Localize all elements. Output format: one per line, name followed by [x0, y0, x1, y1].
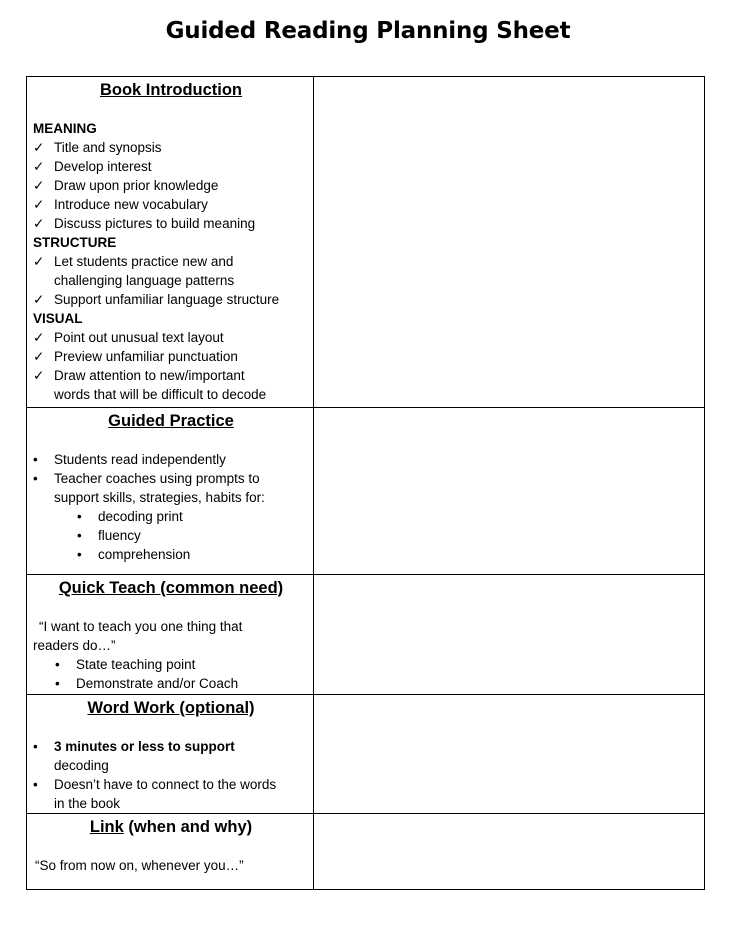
check-icon: ✓: [33, 159, 45, 174]
check-icon: ✓: [33, 368, 45, 383]
notes-cell-quick-teach[interactable]: [314, 575, 705, 695]
list-item: ✓ Point out unusual text layout: [33, 330, 224, 345]
list-item-continuation: in the book: [54, 796, 121, 811]
planning-table: [26, 76, 705, 890]
list-item: • State teaching point: [55, 657, 196, 672]
section-heading-word-work: Word Work (optional): [87, 699, 255, 717]
check-icon: ✓: [33, 197, 45, 212]
section-heading-book-introduction: Book Introduction: [99, 81, 243, 99]
bullet-icon: •: [55, 676, 60, 691]
link-cell: [27, 814, 314, 890]
list-item: ✓ Draw upon prior knowledge: [33, 178, 219, 193]
list-item: • Doesn’t have to connect to the words: [33, 777, 277, 792]
notes-cell-guided-practice[interactable]: [314, 408, 705, 575]
row-book-introduction: [27, 77, 705, 408]
list-item: ✓ Introduce new vocabulary: [33, 197, 208, 212]
list-item: ✓ Title and synopsis: [33, 140, 162, 155]
bullet-icon: •: [33, 452, 38, 467]
row-link: [27, 814, 705, 890]
section-heading-link: Link (when and why): [89, 818, 253, 836]
list-item: • 3 minutes or less to support: [33, 739, 235, 754]
list-item: ✓ Let students practice new and: [33, 254, 234, 269]
list-item: ✓ Develop interest: [33, 159, 152, 174]
bullet-icon: •: [77, 547, 82, 562]
category-visual: VISUAL: [33, 311, 83, 326]
sub-list-item: • decoding print: [77, 509, 183, 524]
book-introduction-cell: [27, 77, 314, 408]
list-item-continuation: decoding: [54, 758, 109, 773]
category-meaning: MEANING: [33, 121, 97, 136]
list-item-continuation: support skills, strategies, habits for:: [54, 490, 265, 505]
notes-cell-word-work[interactable]: [314, 695, 705, 814]
list-item: ✓ Support unfamiliar language structure: [33, 292, 280, 307]
bullet-icon: •: [33, 739, 38, 754]
check-icon: ✓: [33, 216, 45, 231]
list-item: ✓ Draw attention to new/important: [33, 368, 245, 383]
sub-list-item: • comprehension: [77, 547, 191, 562]
sub-list-item: • fluency: [77, 528, 141, 543]
list-item: ✓ Preview unfamiliar punctuation: [33, 349, 238, 364]
bullet-icon: •: [33, 471, 38, 486]
section-heading-guided-practice: Guided Practice: [108, 412, 234, 430]
list-item: • Demonstrate and/or Coach: [55, 676, 239, 691]
notes-cell-book-introduction[interactable]: [314, 77, 705, 408]
bullet-icon: •: [33, 777, 38, 792]
check-icon: ✓: [33, 292, 45, 307]
category-structure: STRUCTURE: [33, 235, 117, 250]
guided-practice-cell: [27, 408, 314, 575]
check-icon: ✓: [33, 254, 45, 269]
page-title: Guided Reading Planning Sheet: [165, 18, 571, 44]
check-icon: ✓: [33, 330, 45, 345]
list-item: • Teacher coaches using prompts to: [33, 471, 260, 486]
bullet-icon: •: [77, 528, 82, 543]
check-icon: ✓: [33, 349, 45, 364]
check-icon: ✓: [33, 140, 45, 155]
list-item-continuation: words that will be difficult to decode: [54, 387, 267, 402]
list-item: • Students read independently: [33, 452, 226, 467]
list-item: ✓ Discuss pictures to build meaning: [33, 216, 256, 231]
row-quick-teach: [27, 575, 705, 695]
notes-cell-link[interactable]: [314, 814, 705, 890]
bullet-icon: •: [55, 657, 60, 672]
check-icon: ✓: [33, 178, 45, 193]
quote-text: readers do…”: [33, 638, 116, 653]
list-item-continuation: challenging language patterns: [54, 273, 235, 288]
quote-text: “So from now on, whenever you…”: [35, 858, 244, 873]
quick-teach-cell: [27, 575, 314, 695]
word-work-cell: [27, 695, 314, 814]
quote-text: “I want to teach you one thing that: [39, 619, 243, 634]
row-word-work: [27, 695, 705, 814]
row-guided-practice: [27, 408, 705, 575]
bullet-icon: •: [77, 509, 82, 524]
section-heading-quick-teach: Quick Teach (common need): [58, 579, 284, 597]
